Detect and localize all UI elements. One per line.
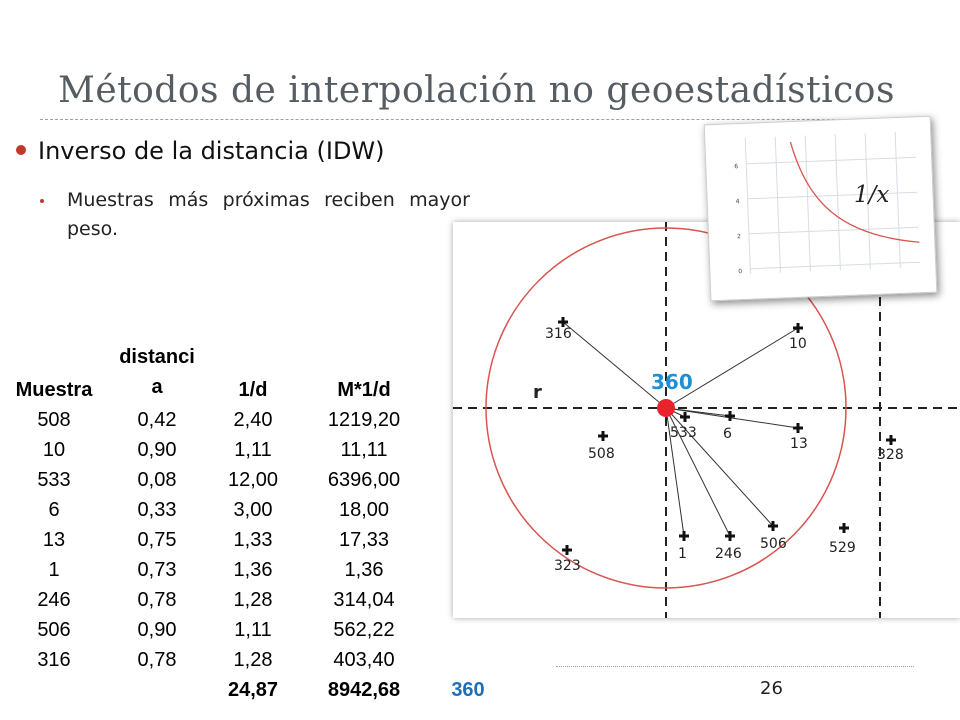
cross-marker-icon xyxy=(725,531,735,541)
table-row xyxy=(0,582,508,612)
sample-point xyxy=(789,323,807,352)
sum-m-inv-d: 8942,68 xyxy=(327,679,401,701)
table-row xyxy=(0,402,508,432)
sample-label: 328 xyxy=(877,447,904,463)
cell-distancia: 0,73 xyxy=(137,559,177,581)
sub-bullet xyxy=(40,186,470,243)
cell-inv-d: 1,11 xyxy=(234,439,272,461)
sample-label: 13 xyxy=(790,436,808,452)
cell-distancia: 0,78 xyxy=(137,649,177,671)
cell-distancia: 0,42 xyxy=(137,409,177,431)
sample-label: 316 xyxy=(545,326,572,342)
inset-grid xyxy=(745,131,920,273)
sample-point xyxy=(877,435,904,463)
cell-muestra: 246 xyxy=(37,589,71,611)
cell-distancia: 0,33 xyxy=(137,499,177,521)
page-number: 26 xyxy=(760,678,783,699)
distance-line xyxy=(563,322,666,408)
cross-marker-icon xyxy=(680,412,690,422)
inset-tick-0: 0 xyxy=(738,268,743,276)
sample-point xyxy=(588,431,615,462)
cell-distancia: 0,75 xyxy=(137,529,177,551)
sample-label: 506 xyxy=(760,536,787,552)
sample-label: 6 xyxy=(723,426,732,442)
cell-muestra: 316 xyxy=(37,649,71,671)
table-header-row xyxy=(0,342,508,402)
cross-marker-icon xyxy=(725,411,735,421)
header-muestra: Muestra xyxy=(15,379,93,401)
sample-label: 1 xyxy=(678,546,687,562)
cell-muestra: 506 xyxy=(37,619,71,641)
cell-muestra: 6 xyxy=(48,499,60,521)
prediction-point xyxy=(657,399,675,417)
totals-empty-1 xyxy=(0,672,108,702)
sample-label: 533 xyxy=(670,425,697,441)
sample-point xyxy=(829,523,856,556)
prediction-value: 360 xyxy=(451,679,485,701)
table-row xyxy=(0,432,508,462)
sample-label: 529 xyxy=(829,540,856,556)
idw-table xyxy=(0,342,508,702)
table-row xyxy=(0,492,508,522)
cell-distancia: 0,90 xyxy=(137,439,177,461)
inverse-curve-inset xyxy=(704,116,938,302)
table-row xyxy=(0,522,508,552)
table-row xyxy=(0,612,508,642)
cell-m-inv-d: 18,00 xyxy=(338,499,390,521)
cell-m-inv-d: 6396,00 xyxy=(327,469,401,491)
sample-label: 508 xyxy=(588,446,615,462)
cell-m-inv-d: 403,40 xyxy=(333,649,395,671)
bullet-dot-icon xyxy=(16,145,26,155)
totals-empty-2 xyxy=(108,672,206,702)
sample-point xyxy=(760,521,787,552)
cell-inv-d: 12,00 xyxy=(227,469,279,491)
inset-tick-6: 6 xyxy=(734,163,739,171)
cell-m-inv-d: 1,36 xyxy=(344,559,384,581)
header-distancia xyxy=(108,342,206,402)
cross-marker-icon xyxy=(679,531,689,541)
cell-empty xyxy=(428,642,508,672)
inset-tick-2: 2 xyxy=(736,233,741,241)
distance-line xyxy=(666,328,798,408)
cell-inv-d: 1,11 xyxy=(234,619,272,641)
prediction-label: 360 xyxy=(651,370,693,394)
header-distancia-line2: a xyxy=(151,376,163,398)
cell-muestra: 533 xyxy=(37,469,71,491)
cell-m-inv-d: 314,04 xyxy=(333,589,395,611)
cell-inv-d: 3,00 xyxy=(233,499,273,521)
header-distancia-line1: distanci xyxy=(119,346,195,368)
title-divider xyxy=(40,119,920,120)
slide-title: Métodos de interpolación no geoestadísticos xyxy=(58,70,895,111)
table-row xyxy=(0,642,508,672)
table-row xyxy=(0,462,508,492)
sub-bullet-dot-icon xyxy=(40,199,44,203)
sample-label: 323 xyxy=(554,558,581,574)
cell-distancia: 0,08 xyxy=(137,469,177,491)
sample-point xyxy=(545,317,572,342)
cross-marker-icon xyxy=(839,523,849,533)
cell-muestra: 10 xyxy=(42,439,66,461)
main-bullet-text: Inverso de la distancia (IDW) xyxy=(38,137,385,165)
radius-label: r xyxy=(533,382,542,403)
inset-tick-4: 4 xyxy=(735,198,740,206)
cross-marker-icon xyxy=(793,323,803,333)
cell-m-inv-d: 1219,20 xyxy=(327,409,401,431)
cell-inv-d: 1,33 xyxy=(233,529,273,551)
table-row xyxy=(0,552,508,582)
cell-m-inv-d: 11,11 xyxy=(340,439,388,461)
cell-inv-d: 1,36 xyxy=(233,559,273,581)
cross-marker-icon xyxy=(886,435,896,445)
header-inv-d: 1/d xyxy=(238,379,268,401)
cell-m-inv-d: 562,22 xyxy=(333,619,395,641)
sub-bullet-text: Muestras más próximas reciben mayor peso. xyxy=(67,189,470,240)
footer-divider xyxy=(556,666,914,667)
cell-muestra: 1 xyxy=(48,559,60,581)
cell-inv-d: 1,28 xyxy=(233,649,273,671)
cell-distancia: 0,90 xyxy=(137,619,177,641)
cross-marker-icon xyxy=(562,545,572,555)
sample-label: 246 xyxy=(715,546,742,562)
cell-inv-d: 2,40 xyxy=(233,409,273,431)
main-bullet xyxy=(16,137,385,165)
inset-svg xyxy=(705,117,937,301)
sample-label: 10 xyxy=(789,336,807,352)
cross-marker-icon xyxy=(598,431,608,441)
sample-point xyxy=(715,531,742,562)
cross-marker-icon xyxy=(793,423,803,433)
cell-muestra: 508 xyxy=(37,409,71,431)
cell-inv-d: 1,28 xyxy=(233,589,273,611)
cell-distancia: 0,78 xyxy=(137,589,177,611)
cell-muestra: 13 xyxy=(42,529,66,551)
cell-m-inv-d: 17,33 xyxy=(338,529,390,551)
sample-points xyxy=(545,317,904,574)
sample-point xyxy=(554,545,581,574)
totals-row xyxy=(0,672,508,702)
sample-point xyxy=(678,531,689,562)
header-m-inv-d: M*1/d xyxy=(337,379,391,401)
sum-inv-d: 24,87 xyxy=(227,679,279,701)
inset-curve-label: 1/x xyxy=(854,182,890,208)
